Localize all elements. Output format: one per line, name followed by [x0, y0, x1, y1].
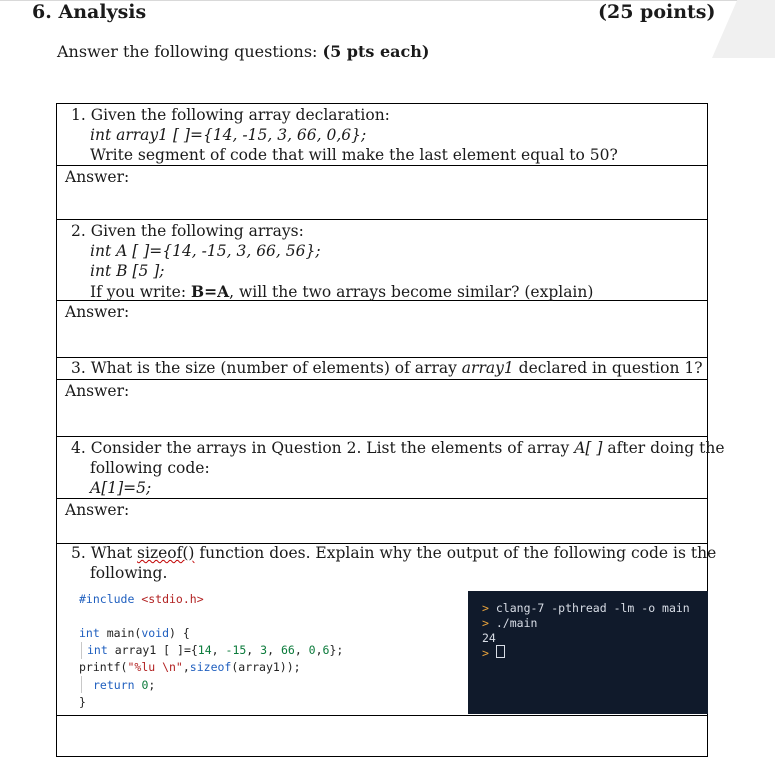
- code-printf-end: (array1));: [231, 660, 301, 674]
- code-main-type: int: [79, 626, 100, 640]
- answer-1-label: Answer:: [65, 168, 130, 186]
- question-4-text: [71, 439, 725, 457]
- code-close-line: }: [79, 695, 86, 709]
- answer-3-row[interactable]: [57, 380, 707, 437]
- code-decl-num: 14: [197, 643, 212, 657]
- section-title: 6. Analysis: [32, 1, 147, 23]
- question-4-code: A[1]=5;: [90, 479, 152, 497]
- question-2-code-b: int B [5 ];: [90, 262, 165, 280]
- code-decl-name: array1 [ ]={: [107, 643, 198, 657]
- code-decl-num: -15: [225, 643, 247, 657]
- instructions-text: Answer the following questions:: [57, 42, 323, 61]
- question-1-row: [57, 104, 707, 166]
- code-decl-num: 66: [280, 643, 295, 657]
- answer-2-label: Answer:: [65, 303, 130, 321]
- code-indent-guide: [81, 642, 82, 659]
- code-main-line: [79, 626, 190, 640]
- code-decl-type: int: [87, 643, 108, 657]
- terminal-command-1: clang-7 -pthread -lm -o main: [495, 601, 690, 615]
- code-decl-num: 0: [308, 643, 316, 657]
- answer-4-row[interactable]: [57, 499, 707, 544]
- question-2-task-pre: If you write:: [90, 283, 191, 301]
- question-5-text: [71, 544, 716, 562]
- terminal-prompt-icon: >: [482, 601, 489, 615]
- terminal-panel: [468, 591, 708, 714]
- code-return-keyword: return: [93, 678, 135, 692]
- terminal-command-2: ./main: [495, 616, 538, 630]
- question-1-code: int array1 [ ]={14, -15, 3, 66, 0,6};: [90, 126, 367, 144]
- question-3-post: declared in question 1?: [513, 359, 703, 377]
- code-include-line: [79, 592, 204, 606]
- answer-2-row[interactable]: [57, 301, 707, 358]
- question-3-text: [71, 359, 703, 377]
- code-main-brace: ) {: [169, 626, 190, 640]
- question-2-text: 2. Given the following arrays:: [71, 222, 304, 240]
- terminal-line-3: [482, 645, 505, 660]
- code-printf-format: "%lu \n": [127, 660, 183, 674]
- question-2-task: [90, 282, 593, 301]
- code-printf-comma: ,: [182, 660, 190, 674]
- code-return-end: ;: [148, 678, 156, 692]
- section-points: (25 points): [598, 1, 716, 23]
- question-3-row: [57, 358, 707, 380]
- question-4-post: after doing the: [602, 439, 725, 457]
- question-4-line2: following code:: [90, 459, 210, 477]
- answer-5-row[interactable]: [57, 716, 707, 756]
- question-4-array-ref: A[ ]: [574, 439, 603, 457]
- code-printf-call: printf(: [79, 660, 128, 674]
- answer-3-label: Answer:: [65, 382, 130, 400]
- code-return-line: [93, 678, 155, 692]
- code-main-name: main(: [99, 626, 142, 640]
- question-3-pre: 3. What is the size (number of elements) of array: [71, 359, 462, 377]
- answer-1-row[interactable]: [57, 166, 707, 220]
- code-decl-num: 6: [322, 643, 330, 657]
- page-corner-shade: [712, 0, 775, 58]
- answer-4-label: Answer:: [65, 501, 130, 519]
- question-2-code-a: int A [ ]={14, -15, 3, 66, 56};: [90, 242, 321, 260]
- question-1-task: Write segment of code that will make the last element equal to 50?: [90, 146, 618, 164]
- question-5-post: function does. Explain why the output of the following code is the: [194, 544, 717, 562]
- question-2-task-bold: B=A: [190, 282, 230, 301]
- question-3-array-name: array1: [461, 359, 514, 377]
- code-indent-guide: [81, 676, 82, 693]
- code-main-void: void: [141, 626, 170, 640]
- question-5-line2: following.: [90, 564, 168, 582]
- terminal-cursor-icon: [496, 645, 505, 658]
- terminal-prompt-icon: >: [482, 616, 489, 630]
- code-decl-end: };: [329, 643, 344, 657]
- question-5-func: sizeof(): [137, 544, 195, 562]
- terminal-line-1: [482, 601, 690, 615]
- question-1-text: 1. Given the following array declaration:: [71, 106, 390, 124]
- instructions-points: (5 pts each): [322, 42, 430, 61]
- code-decl-line: int array1 [ ]={14, -15, 3, 66, 0,6};: [87, 643, 344, 657]
- instructions: [57, 42, 429, 61]
- terminal-output: 24: [482, 631, 496, 645]
- question-2-row: [57, 220, 707, 301]
- code-include-header: <stdio.h>: [134, 592, 204, 606]
- question-4-pre: 4. Consider the arrays in Question 2. List the elements of array: [71, 439, 575, 457]
- code-printf-sizeof: sizeof: [189, 660, 232, 674]
- code-include-keyword: #include: [79, 592, 135, 606]
- question-5-pre: 5. What: [71, 544, 138, 562]
- questions-table: [56, 103, 725, 757]
- code-decl-num: 3: [260, 643, 268, 657]
- code-return-value: 0: [141, 678, 149, 692]
- question-4-row: [57, 437, 725, 499]
- terminal-prompt-icon: >: [482, 646, 489, 660]
- terminal-line-2: [482, 616, 537, 630]
- code-printf-line: [79, 660, 301, 674]
- question-2-task-post: , will the two arrays become similar? (explain): [229, 283, 594, 301]
